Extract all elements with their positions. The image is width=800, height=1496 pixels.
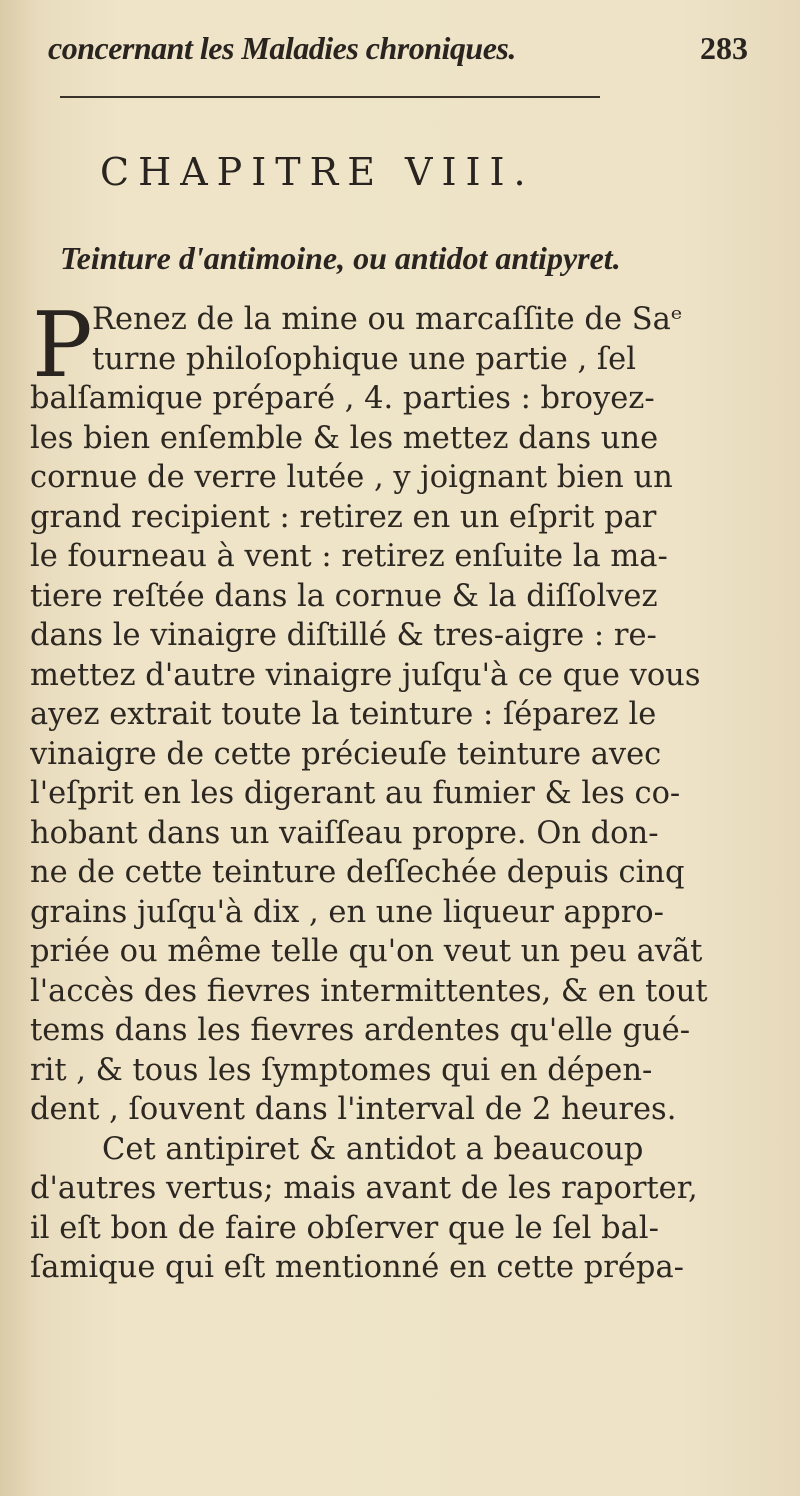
text-line: cornue de verre lutée , y joignant bien un bbox=[30, 460, 673, 495]
text-line: l'accès des fievres intermittentes, & en tout bbox=[30, 973, 708, 1009]
header-rule bbox=[60, 96, 600, 98]
text-line: balſamique préparé , 4. parties : broyez- bbox=[30, 381, 655, 416]
text-line: d'autres vertus; mais avant de les raporter, bbox=[30, 1171, 698, 1206]
page-number: 283 bbox=[700, 30, 748, 66]
running-title: concernant les Maladies chroniques. bbox=[48, 30, 516, 66]
text-line: dent , ſouvent dans l'interval de 2 heures. bbox=[30, 1092, 677, 1127]
text-line: Renez de la mine ou marcaſſite de Saᵉ bbox=[92, 302, 683, 337]
text-line: le fourneau à vent : retirez enſuite la ma- bbox=[30, 539, 668, 574]
text-line: dans le vinaigre diſtillé & tres-aigre : re- bbox=[30, 618, 657, 653]
text-line: ne de cette teinture deſſechée depuis cinq bbox=[30, 855, 685, 890]
text-line: Cet antipiret & antidot a beaucoup bbox=[102, 1131, 644, 1167]
body-text bbox=[30, 293, 770, 1288]
text-line: rit , & tous les ſymptomes qui en dépen- bbox=[30, 1052, 653, 1088]
text-line: priée ou même telle qu'on veut un peu avãt bbox=[30, 934, 703, 969]
text-line: ſamique qui eſt mentionné en cette prépa- bbox=[30, 1250, 684, 1285]
text-line: tiere reſtée dans la cornue & la diſſolvez bbox=[30, 578, 658, 614]
text-line: vinaigre de cette précieuſe teinture avec bbox=[30, 736, 662, 772]
text-line: turne philoſophique une partie , ſel bbox=[92, 341, 636, 377]
text-line: mettez d'autre vinaigre juſqu'à ce que vous bbox=[30, 657, 701, 693]
text-line: hobant dans un vaiſſeau propre. On don- bbox=[30, 815, 659, 851]
text-line: tems dans les fievres ardentes qu'elle gué- bbox=[30, 1013, 691, 1048]
drop-capital: P bbox=[32, 293, 93, 398]
section-subtitle: Teinture d'antimoine, ou antidot antipyret. bbox=[60, 240, 621, 276]
text-line: ayez extrait toute la teinture : ſéparez le bbox=[30, 697, 657, 732]
text-line: les bien enſemble & les mettez dans une bbox=[30, 420, 659, 456]
running-header bbox=[48, 30, 748, 78]
text-line: grand recipient : retirez en un eſprit par bbox=[30, 499, 657, 535]
text-line: l'eſprit en les digerant au fumier & les co- bbox=[30, 776, 681, 811]
text-line: grains juſqu'à dix , en une liqueur appro- bbox=[30, 894, 664, 930]
chapter-heading: CHAPITRE VIII. bbox=[100, 150, 535, 194]
text-line: il eſt bon de faire obſerver que le ſel bal- bbox=[30, 1210, 659, 1246]
